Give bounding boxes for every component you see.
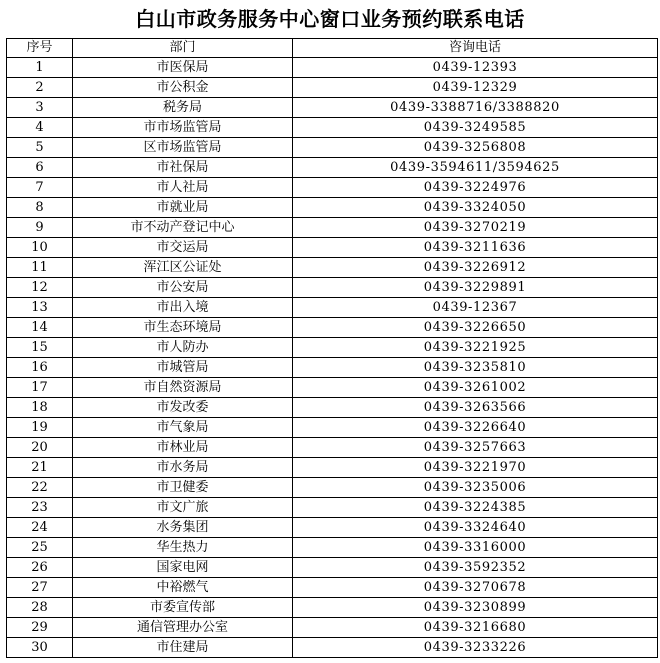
row-phone: 0439-3235810 — [293, 358, 658, 378]
header-department: 部门 — [73, 39, 293, 58]
table-row — [7, 398, 658, 418]
row-department: 区市场监管局 — [73, 138, 293, 158]
row-department: 通信管理办公室 — [73, 618, 293, 638]
row-department: 浑江区公证处 — [73, 258, 293, 278]
row-number: 16 — [7, 358, 73, 378]
row-department: 国家电网 — [73, 558, 293, 578]
row-number: 13 — [7, 298, 73, 318]
table-row — [7, 118, 658, 138]
row-phone: 0439-3249585 — [293, 118, 658, 138]
row-phone: 0439-3216680 — [293, 618, 658, 638]
row-phone: 0439-3233226 — [293, 638, 658, 658]
row-number: 20 — [7, 438, 73, 458]
table-row — [7, 418, 658, 438]
table-row — [7, 58, 658, 78]
row-department: 市委宣传部 — [73, 598, 293, 618]
row-phone: 0439-3230899 — [293, 598, 658, 618]
table-row — [7, 298, 658, 318]
row-department: 市生态环境局 — [73, 318, 293, 338]
row-number: 22 — [7, 478, 73, 498]
row-phone: 0439-3270219 — [293, 218, 658, 238]
row-department: 市医保局 — [73, 58, 293, 78]
row-phone: 0439-12393 — [293, 58, 658, 78]
row-phone: 0439-3316000 — [293, 538, 658, 558]
table-body — [7, 58, 658, 658]
row-number: 7 — [7, 178, 73, 198]
table-row — [7, 538, 658, 558]
row-number: 19 — [7, 418, 73, 438]
table-row — [7, 278, 658, 298]
table-row — [7, 178, 658, 198]
row-department: 市住建局 — [73, 638, 293, 658]
row-number: 5 — [7, 138, 73, 158]
row-department: 市人防办 — [73, 338, 293, 358]
row-number: 9 — [7, 218, 73, 238]
row-number: 11 — [7, 258, 73, 278]
row-phone: 0439-3261002 — [293, 378, 658, 398]
row-phone: 0439-3226640 — [293, 418, 658, 438]
row-phone: 0439-3221925 — [293, 338, 658, 358]
table-row — [7, 98, 658, 118]
row-number: 8 — [7, 198, 73, 218]
table-row — [7, 558, 658, 578]
row-phone: 0439-3324050 — [293, 198, 658, 218]
row-department: 市林业局 — [73, 438, 293, 458]
row-department: 市水务局 — [73, 458, 293, 478]
table-row — [7, 158, 658, 178]
row-number: 26 — [7, 558, 73, 578]
row-department: 市出入境 — [73, 298, 293, 318]
row-phone: 0439-3592352 — [293, 558, 658, 578]
row-department: 市自然资源局 — [73, 378, 293, 398]
table-row — [7, 458, 658, 478]
row-department: 市公积金 — [73, 78, 293, 98]
row-phone: 0439-3235006 — [293, 478, 658, 498]
contact-phone-table — [6, 38, 658, 658]
row-department: 市不动产登记中心 — [73, 218, 293, 238]
row-phone: 0439-3256808 — [293, 138, 658, 158]
row-number: 3 — [7, 98, 73, 118]
row-department: 市市场监管局 — [73, 118, 293, 138]
row-department: 水务集团 — [73, 518, 293, 538]
row-number: 15 — [7, 338, 73, 358]
header-phone: 咨询电话 — [293, 39, 658, 58]
table-row — [7, 338, 658, 358]
row-department: 市发改委 — [73, 398, 293, 418]
table-row — [7, 478, 658, 498]
table-row — [7, 498, 658, 518]
row-department: 市交运局 — [73, 238, 293, 258]
row-number: 4 — [7, 118, 73, 138]
row-number: 6 — [7, 158, 73, 178]
row-number: 23 — [7, 498, 73, 518]
row-phone: 0439-3226912 — [293, 258, 658, 278]
row-phone: 0439-3221970 — [293, 458, 658, 478]
table-row — [7, 578, 658, 598]
row-number: 27 — [7, 578, 73, 598]
row-number: 24 — [7, 518, 73, 538]
row-number: 30 — [7, 638, 73, 658]
row-phone: 0439-12329 — [293, 78, 658, 98]
row-number: 29 — [7, 618, 73, 638]
table-row — [7, 198, 658, 218]
row-number: 12 — [7, 278, 73, 298]
row-department: 市城管局 — [73, 358, 293, 378]
row-phone: 0439-3270678 — [293, 578, 658, 598]
row-phone: 0439-3224976 — [293, 178, 658, 198]
row-department: 中裕燃气 — [73, 578, 293, 598]
row-phone: 0439-3211636 — [293, 238, 658, 258]
row-phone: 0439-3229891 — [293, 278, 658, 298]
row-department: 税务局 — [73, 98, 293, 118]
table-header-row — [7, 39, 658, 58]
header-number: 序号 — [7, 39, 73, 58]
row-number: 21 — [7, 458, 73, 478]
row-department: 市人社局 — [73, 178, 293, 198]
row-number: 14 — [7, 318, 73, 338]
row-number: 25 — [7, 538, 73, 558]
row-phone: 0439-3226650 — [293, 318, 658, 338]
row-department: 华生热力 — [73, 538, 293, 558]
row-department: 市公安局 — [73, 278, 293, 298]
row-phone: 0439-12367 — [293, 298, 658, 318]
row-department: 市卫健委 — [73, 478, 293, 498]
row-phone: 0439-3263566 — [293, 398, 658, 418]
table-row — [7, 318, 658, 338]
table-row — [7, 438, 658, 458]
row-number: 10 — [7, 238, 73, 258]
table-row — [7, 238, 658, 258]
table-row — [7, 378, 658, 398]
row-department: 市气象局 — [73, 418, 293, 438]
row-number: 1 — [7, 58, 73, 78]
row-phone: 0439-3324640 — [293, 518, 658, 538]
document-title: 白山市政务服务中心窗口业务预约联系电话 — [135, 7, 525, 31]
row-number: 28 — [7, 598, 73, 618]
row-number: 18 — [7, 398, 73, 418]
row-department: 市文广旅 — [73, 498, 293, 518]
row-phone: 0439-3388716/3388820 — [293, 98, 658, 118]
table-row — [7, 518, 658, 538]
table-row — [7, 358, 658, 378]
row-phone: 0439-3224385 — [293, 498, 658, 518]
table-row — [7, 618, 658, 638]
row-number: 17 — [7, 378, 73, 398]
table-row — [7, 258, 658, 278]
row-number: 2 — [7, 78, 73, 98]
row-phone: 0439-3257663 — [293, 438, 658, 458]
row-phone: 0439-3594611/3594625 — [293, 158, 658, 178]
table-row — [7, 138, 658, 158]
table-row — [7, 598, 658, 618]
table-row — [7, 218, 658, 238]
table-row — [7, 78, 658, 98]
row-department: 市社保局 — [73, 158, 293, 178]
table-row — [7, 638, 658, 658]
row-department: 市就业局 — [73, 198, 293, 218]
